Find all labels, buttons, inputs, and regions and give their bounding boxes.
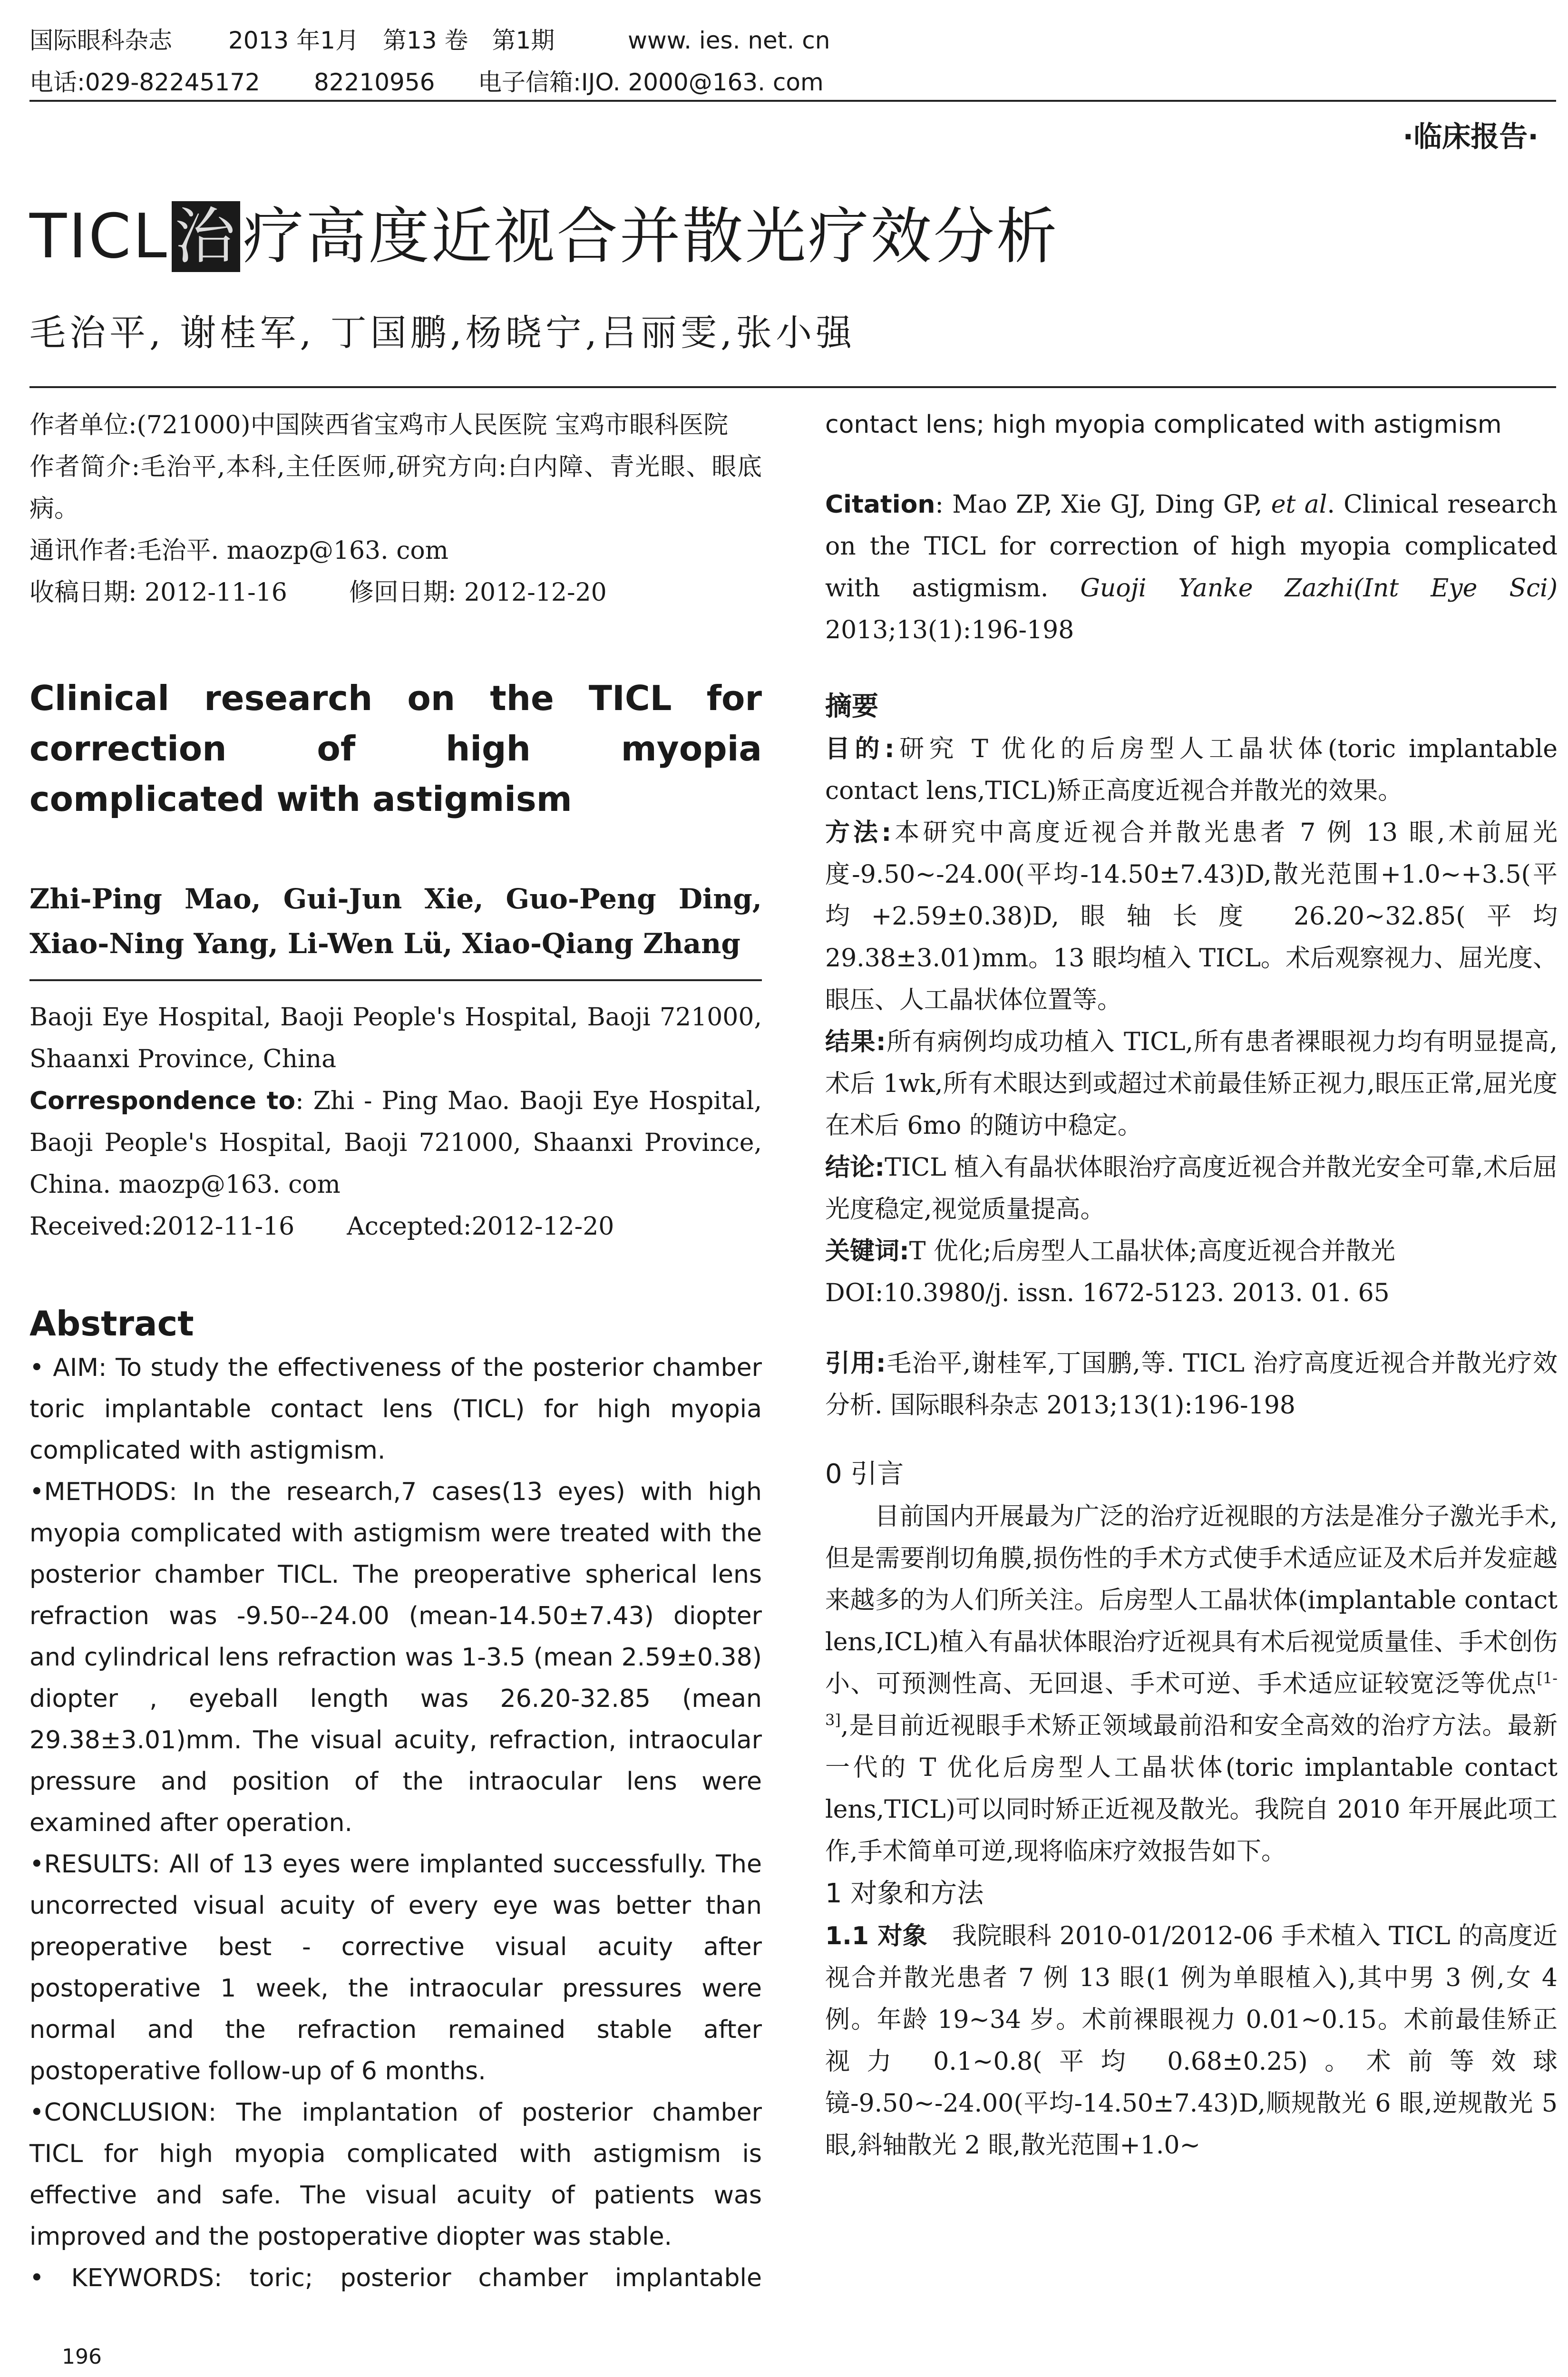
abstract-keywords: • KEYWORDS: toric; posterior chamber implantable bbox=[29, 2264, 762, 2292]
doi: DOI:10.3980/j. issn. 1672-5123. 2013. 01. 65 bbox=[825, 1279, 1390, 1307]
reference-mark: [1-3] bbox=[825, 1669, 1558, 1729]
title-rest: 疗高度近视合并散光疗效分析 bbox=[243, 201, 1059, 272]
citation-cn: 引用:毛治平,谢桂军,丁国鹏,等. TICL 治疗高度近视合并散光疗效分析. 国际眼科杂志 2013;13(1):196-198 bbox=[825, 1349, 1558, 1420]
revised-cn: 修回日期: 2012-12-20 bbox=[349, 578, 607, 607]
author-rule bbox=[29, 979, 762, 981]
abstract-methods: •METHODS: In the research,7 cases(13 eyes) with high myopia complicated with astigmism were treated with the posterior chamber TICL. The preoperative spherical lens refraction was -9.50--24.00 (mean-14.50±7.43) diopter and cylindrical lens refraction was 1-3.5 (mean 2.59±0.38) diopter , eyeball length was 26.20-32.85 (mean 29.38±3.01)mm. The visual acuity, refraction, intraocular pressure and position of the intraocular lens were examined after operation. bbox=[29, 1478, 762, 1837]
keywords-cn: 关键词:T 优化;后房型人工晶状体;高度近视合并散光 bbox=[825, 1237, 1396, 1266]
abstract-cn-heading: 摘要 bbox=[825, 691, 878, 722]
title-highlight: 治 bbox=[172, 201, 240, 272]
section-0-heading: 0 引言 bbox=[825, 1459, 904, 1490]
email: 电子信箱:IJO. 2000@163. com bbox=[478, 68, 824, 96]
objective-cn: 目的:研究 T 优化的后房型人工晶状体(toric implantable contact lens,TICL)矫正高度近视合并散光的效果。 bbox=[825, 735, 1558, 805]
abstract-conclusion: •CONCLUSION: The implantation of posterior chamber TICL for high myopia complicated with astigmism is effective and safe. The visual acuity of patients was improved and the postoperative diopter was stable. bbox=[29, 2098, 762, 2251]
introduction-paragraph: 目前国内开展最为广泛的治疗近视眼的方法是准分子激光手术,但是需要削切角膜,损伤性的手术方式使手术适应证及术后并发症越来越多的为人们所关注。后房型人工晶状体(implantable contact lens,ICL)植入有晶状体眼治疗近视具有术后视觉质量佳、手术创伤小、可预测性高、无回退、手术可逆、手术适应证较宽泛等优点[1-3],是目前近视眼手术矫正领域最前沿和安全高效的治疗方法。最新一代的 T 优化后房型人工晶状体(toric implantable contact lens,TICL)可以同时矫正近视及散光。我院自 2010 年开展此项工作,手术简单可逆,现将临床疗效报告如下。 bbox=[825, 1502, 1558, 1866]
citation-label: Citation bbox=[825, 490, 935, 519]
abstract-aim: • AIM: To study the effectiveness of the posterior chamber toric implantable contact lens (TICL) for high myopia complicated with astigmism. bbox=[29, 1354, 762, 1465]
right-column bbox=[825, 404, 1558, 2166]
abstract-heading: Abstract bbox=[29, 1304, 194, 1344]
title-rule bbox=[29, 386, 1556, 388]
section-tag: ·临床报告· bbox=[1402, 120, 1539, 154]
header-rule bbox=[29, 100, 1556, 102]
english-title: Clinical research on the TICL for correction of high myopia complicated with astigmism bbox=[29, 678, 762, 819]
received-cn: 收稿日期: 2012-11-16 bbox=[29, 578, 287, 607]
received-en: Received:2012-11-16 bbox=[29, 1212, 295, 1241]
abstract-results: •RESULTS: All of 13 eyes were implanted successfully. The uncorrected visual acuity of every eye was better than preoperative best - corrective visual acuity after postoperative 1 week, the intraocular pressures were normal and the refraction remained stable after postoperative follow-up of 6 months. bbox=[29, 1850, 762, 2085]
article-title bbox=[29, 199, 1059, 275]
author-list: 毛治平, 谢桂军, 丁国鹏,杨晓宁,吕丽雯,张小强 bbox=[29, 312, 856, 354]
accepted-en: Accepted:2012-12-20 bbox=[347, 1212, 614, 1241]
section-1-1-label: 1.1 对象 bbox=[825, 1922, 927, 1950]
keywords-continued: contact lens; high myopia complicated with astigmism bbox=[825, 410, 1502, 439]
author-bio-cn: 作者简介:毛治平,本科,主任医师,研究方向:白内障、青光眼、眼底病。 bbox=[29, 453, 762, 523]
corresponding-cn: 通讯作者:毛治平. maozp@163. com bbox=[29, 536, 448, 565]
phone: 电话:029-82245172 bbox=[29, 68, 260, 96]
dates-en bbox=[29, 1206, 762, 1247]
conclusion-cn: 结论:TICL 植入有晶状体眼治疗高度近视合并散光安全可靠,术后屈光度稳定,视觉质量提高。 bbox=[825, 1153, 1558, 1224]
page-number: 196 bbox=[62, 2345, 102, 2369]
english-affiliation: Baoji Eye Hospital, Baoji People's Hospital, Baoji 721000, Shaanxi Province, China bbox=[29, 1003, 762, 1073]
methods-cn: 方法:本研究中高度近视合并散光患者 7 例 13 眼,术前屈光度-9.50~-24.00(平均-14.50±7.43)D,散光范围+1.0~+3.5(平均+2.59±0.38)D,眼轴长度 26.20~32.85(平均 29.38±3.01)mm。13 眼均植入 TICL。术后观察视力、屈光度、眼压、人工晶状体位置等。 bbox=[825, 818, 1558, 1014]
issue-info: 2013 年1月 第13 卷 第1期 bbox=[228, 27, 555, 54]
correspondence bbox=[29, 1080, 762, 1206]
correspondence-text: : Zhi - Ping Mao. Baoji Eye Hospital, Baoji People's Hospital, Baoji 721000, Shaanxi Province, China. maozp@163. com bbox=[29, 1087, 762, 1199]
section-1-1-paragraph: 1.1 对象 我院眼科 2010-01/2012-06 手术植入 TICL 的高度近视合并散光患者 7 例 13 眼(1 例为单眼植入),其中男 3 例,女 4 例。年龄 19~34 岁。术前裸眼视力 0.01~0.15。术前最佳矫正视力 0.1~0.8(平均 0.68±0.25)。术前等效球镜-9.50~-24.00(平均-14.50±7.43)D,顺规散光 6 眼,逆规散光 5 眼,斜轴散光 2 眼,散光范围+1.0~ bbox=[825, 1922, 1558, 2160]
title-prefix: TICL bbox=[29, 201, 169, 272]
citation-en: Citation: Mao ZP, Xie GJ, Ding GP, et al. Clinical research on the TICL for correction of high myopia complicated with astigmism. Guoji Yanke Zazhi(Int Eye Sci) 2013;13(1):196-198 bbox=[825, 490, 1558, 644]
left-column bbox=[29, 404, 762, 2299]
section-1-heading: 1 对象和方法 bbox=[825, 1878, 984, 1909]
english-authors: Zhi-Ping Mao, Gui-Jun Xie, Guo-Peng Ding, Xiao-Ning Yang, Li-Wen Lü, Xiao-Qiang Zhang bbox=[29, 883, 762, 960]
affiliation-cn: 作者单位:(721000)中国陕西省宝鸡市人民医院 宝鸡市眼科医院 bbox=[29, 411, 729, 439]
phone-2: 82210956 bbox=[314, 68, 435, 96]
results-cn: 结果:所有病例均成功植入 TICL,所有患者裸眼视力均有明显提高,术后 1wk,所有术眼达到或超过术前最佳矫正视力,眼压正常,屈光度在术后 6mo 的随访中稳定。 bbox=[825, 1028, 1558, 1140]
correspondence-label: Correspondence to bbox=[29, 1087, 296, 1115]
website: www. ies. net. cn bbox=[628, 27, 830, 54]
journal-name: 国际眼科杂志 bbox=[29, 27, 172, 54]
dates-cn bbox=[29, 572, 762, 614]
